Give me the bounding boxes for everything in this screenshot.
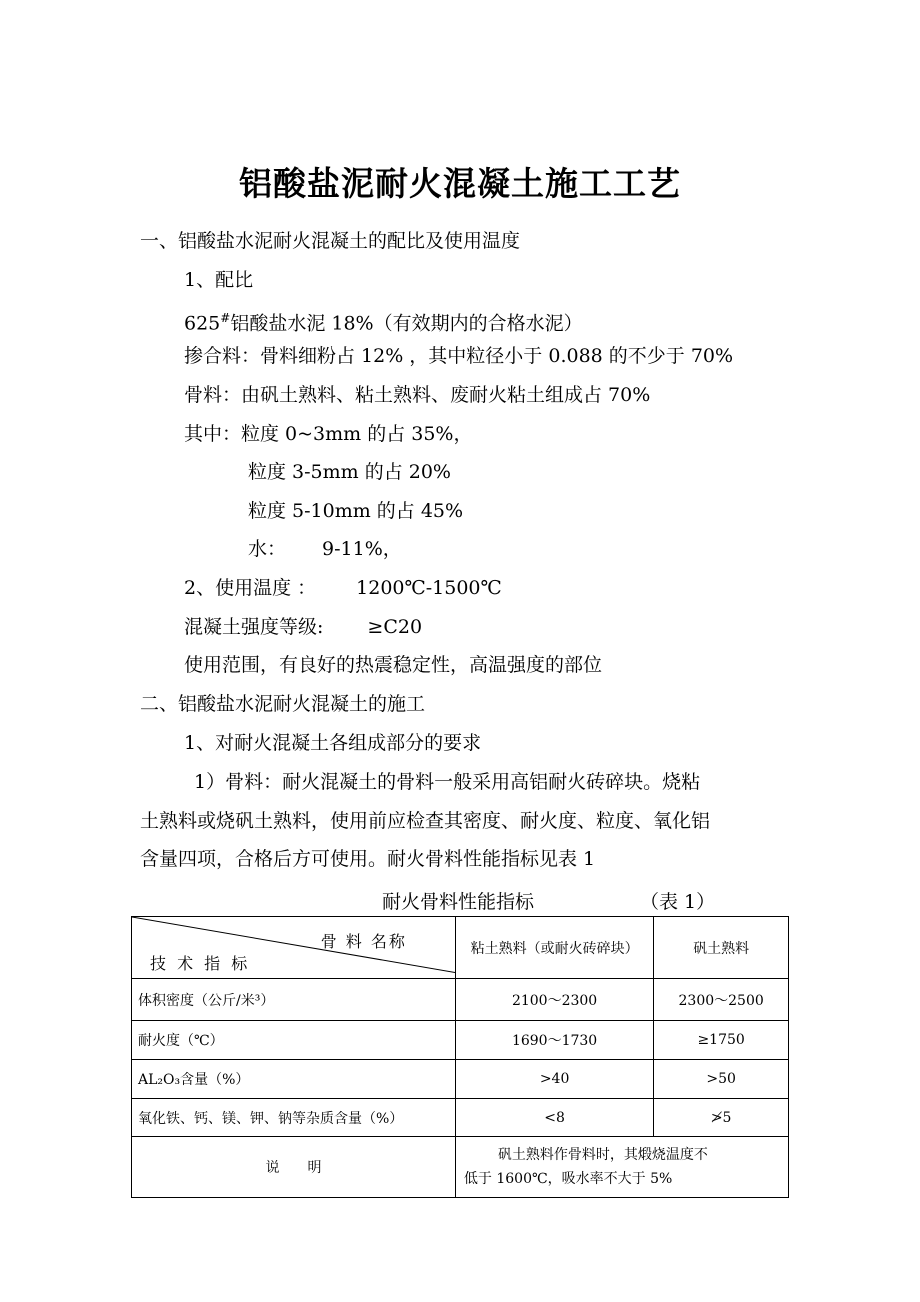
mix-grain-2: 粒度 3-5mm 的占 20% bbox=[248, 461, 451, 483]
section-1-heading: 一、铝酸盐水泥耐火混凝土的配比及使用温度 bbox=[140, 230, 521, 252]
mix-water-value: 9-11%， bbox=[322, 538, 402, 560]
row-value-clay: 1690～1730 bbox=[455, 1021, 653, 1060]
mix-cement-text: 铝酸盐水泥 18%（有效期内的合格水泥） bbox=[230, 312, 583, 335]
mix-aggregate: 骨料：由矾土熟料、粘土熟料、废耐火粘土组成占 70% bbox=[184, 384, 651, 406]
paragraph-line-1: 1）骨料：耐火混凝土的骨料一般采用高铝耐火砖碎块。烧粘 bbox=[194, 771, 701, 793]
note-text-line-1: 矾土熟料作骨料时，其煅烧温度不 bbox=[497, 1147, 708, 1163]
row-value-bauxite: >50 bbox=[654, 1060, 789, 1099]
strength-grade-value: ≥C20 bbox=[367, 616, 423, 638]
table-number: （表 1） bbox=[640, 891, 716, 913]
header-tech-index: 技 术 指 标 bbox=[150, 954, 251, 973]
table-header-row bbox=[132, 917, 789, 979]
document-title: 铝酸盐泥耐火混凝土施工工艺 bbox=[239, 164, 681, 203]
table-row bbox=[132, 1060, 789, 1099]
mix-grain-3: 粒度 5-10mm 的占 45% bbox=[248, 500, 464, 522]
note-label: 说 明 bbox=[132, 1137, 456, 1198]
row-label: 耐火度（℃） bbox=[132, 1021, 456, 1060]
mix-water bbox=[248, 537, 402, 561]
strength-grade bbox=[184, 615, 422, 639]
paragraph-line-3: 含量四项，合格后方可使用。耐火骨料性能指标见表 1 bbox=[140, 848, 596, 870]
row-value-clay: >40 bbox=[455, 1060, 653, 1099]
diagonal-header-cell bbox=[132, 917, 456, 979]
paragraph-line-2: 土熟料或烧矾土熟料，使用前应检查其密度、耐火度、粒度、氧化铝 bbox=[140, 810, 711, 832]
mix-cement bbox=[184, 306, 583, 335]
table-row bbox=[132, 979, 789, 1021]
mix-cement-grade: 625 bbox=[184, 312, 221, 335]
table-row bbox=[132, 1099, 789, 1137]
row-value-bauxite: ≯5 bbox=[654, 1099, 789, 1137]
table-note-row bbox=[132, 1137, 789, 1198]
subsection-mix-ratio: 1、配比 bbox=[184, 269, 254, 291]
use-range: 使用范围，有良好的热震稳定性，高温强度的部位 bbox=[184, 654, 603, 676]
table-caption: 耐火骨料性能指标 bbox=[382, 891, 535, 913]
use-temperature bbox=[184, 576, 502, 600]
subsection-components: 1、对耐火混凝土各组成部分的要求 bbox=[184, 732, 482, 754]
strength-grade-label: 混凝土强度等级: bbox=[184, 616, 324, 638]
mix-admixture: 掺合料：骨料细粉占 12% ，其中粒径小于 0.088 的不少于 70% bbox=[184, 345, 734, 367]
note-text-line-2: 低于 1600℃，吸水率不大于 5% bbox=[463, 1171, 673, 1187]
section-2-heading: 二、铝酸盐水泥耐火混凝土的施工 bbox=[140, 693, 426, 715]
row-label: 氧化铁、钙、镁、钾、钠等杂质含量（%） bbox=[132, 1099, 456, 1137]
table-row bbox=[132, 1021, 789, 1060]
header-material-name: 骨 料 名称 bbox=[320, 932, 407, 951]
row-value-bauxite: ≥1750 bbox=[654, 1021, 789, 1060]
row-value-clay: <8 bbox=[455, 1099, 653, 1137]
mix-cement-sup: # bbox=[220, 311, 231, 325]
mix-grain-1: 其中：粒度 0~3mm 的占 35%， bbox=[184, 423, 473, 445]
use-temperature-value: 1200℃-1500℃ bbox=[356, 577, 502, 599]
row-label: AL₂O₃含量（%） bbox=[132, 1060, 456, 1099]
note-text bbox=[455, 1137, 788, 1198]
header-bauxite-clinker: 矾土熟料 bbox=[654, 917, 789, 979]
row-value-clay: 2100～2300 bbox=[455, 979, 653, 1021]
row-label: 体积密度（公斤/米³） bbox=[132, 979, 456, 1021]
row-value-bauxite: 2300～2500 bbox=[654, 979, 789, 1021]
aggregate-spec-table bbox=[131, 916, 789, 1198]
mix-water-label: 水： bbox=[248, 538, 287, 560]
header-clay-clinker: 粘土熟料（或耐火砖碎块） bbox=[455, 917, 653, 979]
use-temperature-label: 2、使用温度 ： bbox=[184, 577, 317, 599]
